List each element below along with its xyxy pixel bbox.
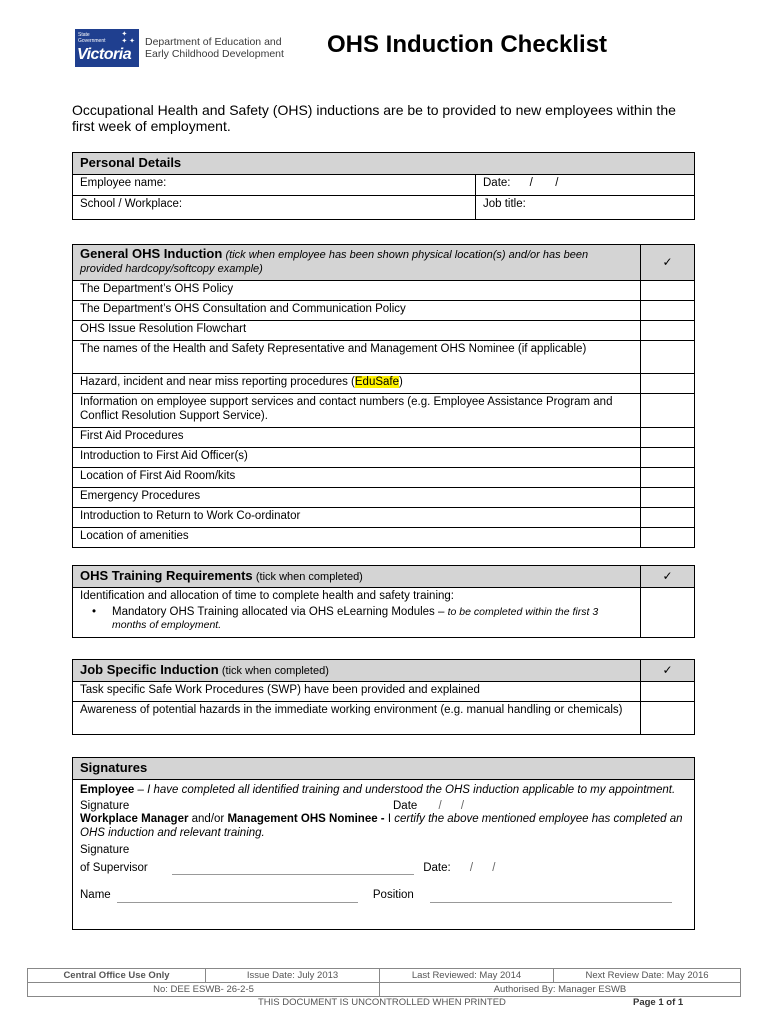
date-field[interactable]: Date: / / (476, 175, 695, 196)
checklist-item-amenities: Location of amenities (73, 528, 641, 548)
tick-box[interactable] (641, 341, 695, 374)
department-name (145, 36, 284, 60)
job-specific-header: Job Specific Induction (80, 662, 219, 677)
checklist-item-first-aid-procedures: First Aid Procedures (73, 428, 641, 448)
signatures-table (72, 757, 695, 930)
name-line[interactable] (117, 902, 358, 903)
checklist-item-first-aid-room: Location of First Aid Room/kits (73, 468, 641, 488)
tick-box[interactable] (641, 301, 695, 321)
tick-box[interactable] (641, 508, 695, 528)
name-label: Name (80, 889, 111, 901)
footer-table (27, 968, 741, 997)
general-ohs-note: (tick when employee has been shown physical location(s) and/or has been provided hardcopy/softcopy example) (80, 249, 589, 275)
southern-cross-icon: ✦ ✦ ✦ (121, 31, 135, 45)
position-label: Position (372, 889, 414, 901)
checklist-item-issue-resolution: OHS Issue Resolution Flowchart (73, 321, 641, 341)
state-government-text: State Government (78, 32, 106, 44)
checklist-item-ohs-policy: The Department’s OHS Policy (73, 281, 641, 301)
signature-label: Signature (80, 799, 130, 812)
manager-label: Workplace Manager (80, 813, 189, 825)
training-line: Identification and allocation of time to complete health and safety training: (80, 590, 454, 602)
manager-declaration (80, 813, 687, 840)
edusafe-highlight: EduSafe (354, 376, 399, 388)
ohs-training-table (72, 565, 695, 638)
next-review-date: Next Review Date: May 2016 (554, 969, 741, 983)
issue-date: Issue Date: July 2013 (206, 969, 380, 983)
name-position-row (80, 889, 687, 903)
bullet-text: Mandatory OHS Training allocated via OHS eLearning Modules – (112, 605, 448, 618)
training-details (73, 588, 641, 638)
employee-signature-row (80, 800, 687, 814)
tick-box[interactable] (641, 528, 695, 548)
signature2-label: Signature (80, 844, 130, 856)
list-item (86, 606, 633, 633)
training-bullet-list (86, 606, 633, 633)
personal-details-header: Personal Details (80, 155, 182, 170)
department-logo (75, 28, 285, 68)
general-ohs-header: General OHS Induction (80, 246, 223, 261)
checklist-item-support-services: Information on employee support services and contact numbers (e.g. Employee Assistance Program and Conflict Resolution Support Service). (73, 394, 641, 428)
and-or: and/or (188, 813, 228, 825)
job-specific-table (72, 659, 695, 735)
close-paren: ) (399, 376, 403, 388)
employee-label: Employee (80, 784, 135, 796)
uncontrolled-notice: THIS DOCUMENT IS UNCONTROLLED WHEN PRINTED (258, 997, 506, 1008)
tick-box[interactable] (641, 281, 695, 301)
job-item-swp: Task specific Safe Work Procedures (SWP) have been provided and explained (73, 682, 641, 702)
victoria-logo-mark (75, 29, 139, 67)
checklist-item-return-to-work: Introduction to Return to Work Co-ordinator (73, 508, 641, 528)
date2-label: Date: (423, 861, 451, 874)
tick-box[interactable] (641, 488, 695, 508)
tick-box[interactable] (641, 588, 695, 638)
manager-statement: certify the above mentioned employee has completed an OHS induction and relevant training. (80, 813, 683, 839)
document-number: No: DEE ESWB- 26-2-5 (28, 983, 380, 997)
tick-box[interactable] (641, 448, 695, 468)
school-workplace-field[interactable]: School / Workplace: (73, 196, 476, 220)
personal-details-table (72, 152, 695, 220)
hazard-reporting-text: Hazard, incident and near miss reporting procedures ( (80, 376, 355, 388)
of-supervisor-label: of Supervisor (80, 861, 148, 874)
tick-box[interactable] (641, 428, 695, 448)
checklist-item-emergency: Emergency Procedures (73, 488, 641, 508)
tick-box[interactable] (641, 321, 695, 341)
checklist-item-consultation-policy: The Department’s OHS Consultation and Communication Policy (73, 301, 641, 321)
manager-i: I (384, 813, 395, 825)
check-icon: ✓ (641, 245, 695, 281)
supervisor-row (80, 862, 687, 876)
general-ohs-induction-table (72, 244, 695, 548)
tick-box[interactable] (641, 374, 695, 394)
position-line[interactable] (430, 902, 672, 903)
nominee-label: Management OHS Nominee - (227, 813, 385, 825)
checklist-item-hazard-reporting (73, 374, 641, 394)
date-slashes[interactable]: / / (438, 799, 465, 812)
tick-box[interactable] (641, 682, 695, 702)
dash: – (134, 784, 148, 796)
authorised-by: Authorised By: Manager ESWB (380, 983, 741, 997)
signatures-header: Signatures (80, 760, 148, 775)
bullet-italic: to be completed within the first 3 months of employment. (112, 605, 599, 631)
job-item-hazards: Awareness of potential hazards in the immediate working environment (e.g. manual handling or chemicals) (73, 702, 641, 735)
supervisor-signature-line[interactable] (172, 874, 414, 875)
date2-slashes[interactable]: / / (469, 861, 496, 874)
page-number: Page 1 of 1 (633, 997, 684, 1008)
checklist-item-first-aid-officers: Introduction to First Aid Officer(s) (73, 448, 641, 468)
department-line-2: Early Childhood Development (145, 48, 284, 60)
date-label: Date (393, 799, 418, 812)
ohs-training-header: OHS Training Requirements (80, 568, 253, 583)
victoria-text: Victoria (77, 46, 132, 63)
department-line-1: Department of Education and (145, 36, 282, 48)
check-icon: ✓ (641, 660, 695, 682)
tick-box[interactable] (641, 394, 695, 428)
job-specific-note: (tick when completed) (221, 665, 329, 677)
job-title-field[interactable]: Job title: (476, 196, 695, 220)
tick-box[interactable] (641, 702, 695, 735)
check-icon: ✓ (641, 566, 695, 588)
employee-name-field[interactable]: Employee name: (73, 175, 476, 196)
checklist-item-hsr-names: The names of the Health and Safety Representative and Management OHS Nominee (if applicable) (73, 341, 641, 374)
last-reviewed: Last Reviewed: May 2014 (380, 969, 554, 983)
employee-declaration (80, 784, 687, 798)
page-title: OHS Induction Checklist (327, 31, 608, 58)
ohs-training-note: (tick when completed) (255, 571, 363, 583)
tick-box[interactable] (641, 468, 695, 488)
intro-paragraph: Occupational Health and Safety (OHS) inductions are be to provided to new employees within the first week of employment. (72, 102, 676, 134)
employee-statement: I have completed all identified training and understood the OHS induction applicable to my appointment. (147, 784, 676, 796)
signatures-body (73, 780, 695, 930)
central-office-label: Central Office Use Only (28, 969, 206, 983)
